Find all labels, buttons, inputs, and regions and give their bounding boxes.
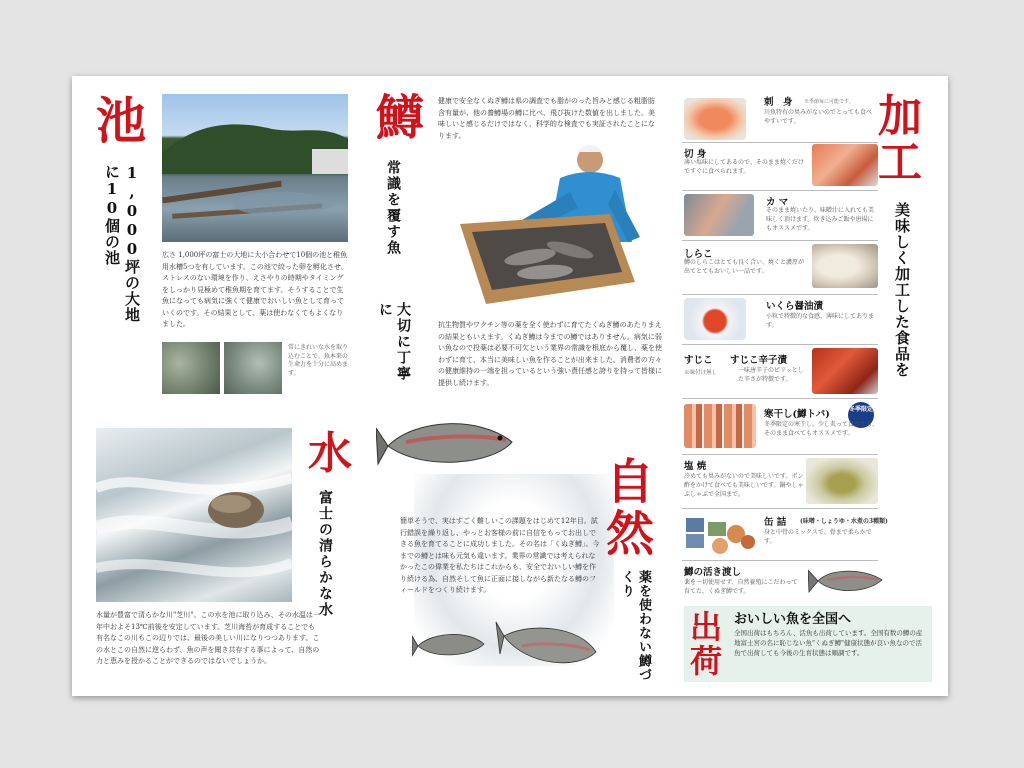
product-desc-ikiwatashi: 薬を一切使用せず、自然養殖にこだわって育てた、くぬぎ鱒です。 [684,579,798,595]
product-desc-sashimi: 川魚特有の臭みがないのでとっても食べやすいです。 [764,109,872,125]
shukka-headline: おいしい魚を全国へ [734,612,852,627]
seasonal-badge: 冬季限定 [848,402,874,428]
product-name-sujiko-karashi: すじこ辛子漬 [730,355,788,366]
water-photo-2 [224,342,282,394]
shizen-heading: 自然 [606,454,655,562]
river-photo [96,428,292,602]
shukka-body: 全国出荷はもちろん、活魚も出荷しています。全国有数の鱒の産地富士宮の名に恥じない魚"くぬぎ鱒"健康状態が良い魚なので活魚で出荷しても今後の生育状態は順調です。 [734,629,923,657]
masu-subtitle-1: 常識を覆す魚 [385,160,401,256]
product-note-sashimi: ※季節毎に可能です。 [804,99,854,105]
ike-caption: 常にきれいな水を取り込むことで、魚本来の生命力を十分に高めます。 [288,344,349,377]
kako-heading: 加工 [878,91,922,188]
product-desc-kama: そのまま焼いたり、味噌汁に入れても美味しく頂けます。炊き込みご飯や唐揚にもオススメです。 [766,207,875,232]
mizu-subtitle: 富士の清らかな水 [317,490,333,618]
mizu-heading: 水 [308,428,352,479]
shukka-heading: 出荷 [690,608,723,680]
product-divider [682,560,878,561]
product-desc-ikura: 小粒で特徴的な食感、薄味にしてあります。 [766,313,875,329]
kirimi-photo [812,144,878,186]
product-desc-shioyaki: 冷めても臭みがないので美味しいです。ポン酢をかけて食べても美味しいです。鍋やしゃぶしゃぶで全国まで。 [684,473,804,498]
product-detail-kanzume: (味噌・しょうゆ・水煮の3種類) [800,518,888,525]
product-name-shioyaki: 塩 焼 [684,461,707,472]
water-photo-1 [162,342,220,394]
product-name-kanzume: 缶 詰 [764,517,787,528]
product-desc-sujiko-karashi: 一味唐辛子のピリッとした辛さが特徴です。 [738,367,804,383]
shizen-body: 簡単そうで、実はすごく難しいこの課題をはじめて12年目。試行錯誤を繰り返し、やっとお客様の前に自信をもってお出しできる魚を育てることに成功しました。その名は「くぬぎ鱒」。今までの鱒とは味も元気も違います。業界の常識では考えられなかったこの偉業を私たちはこれからも、安全でおいしい鱒を作り続ける為、自然そして魚に正面に接しながら新たなる鱒のフィールドをつくり続けます。 [400,517,600,594]
brochure-spread [72,76,948,696]
pond-photo [162,94,348,242]
product-name-sashimi: 刺 身 [764,97,793,108]
sashimi-photo [684,98,746,140]
shizen-subtitle: 薬を使わない鱒づくり [619,570,651,682]
ikura-photo [684,298,746,340]
product-name-sujiko: すじこ [684,355,713,366]
kako-subtitle: 美味しく加工した食品を [893,202,911,378]
product-name-ikiwatashi: 鱒の活き渡し [684,567,742,578]
product-name-ikura: いくら醤油漬 [766,301,824,312]
product-desc-kanzume: 身と中骨のミックスで、骨まで柔らかです。 [764,529,872,545]
ike-subtitle: 1,000坪の大地に10個の池 [103,164,141,323]
shukka-box [684,606,932,682]
live-trout-illustration [808,564,886,598]
product-divider [682,344,878,345]
product-name-kanboshi: 寒干し(鱒トバ) [764,409,830,420]
swimming-trout-illustration [412,616,602,686]
shirako-photo [812,244,878,288]
masu-intro: 健康で安全なくぬぎ鱒は県の調査でも脂がのった旨みと感じる粗脂肪含有量が、他の養鱒場の鱒に比べ、飛び抜けた数値を出しました。美味しいと感じるだけではなく、科学的な検査でも実証されたことになります。 [438,97,655,140]
kanzume-photo [684,512,756,558]
product-name-kama: カ マ [766,197,789,208]
kanboshi-photo [684,404,756,448]
fisherman-photo [450,132,648,310]
product-desc-kanboshi: 冬季限定の寒干し。少し炙って食べても、そのまま食べてもオススメです。 [764,421,879,437]
masu-subtitle-2: 大切に丁寧に [377,302,411,382]
product-divider [682,240,878,241]
product-desc-shirako: 鱒のしらこはとても良く合い、焼くと濃厚が出てとてもおいしい一品です。 [684,259,805,275]
product-desc-kirimi: 薄い塩味にしてあるので、そのまま焼くだけですぐに食べられます。 [684,159,804,175]
product-note-sujiko: ※味付け無し [684,370,718,376]
kama-photo [684,194,754,236]
ike-body: 広さ 1,000坪の富士の大地に大小合わせて10個の池と稚魚用水槽5つを有しています。この池で絞った卵を孵化させ、ストレスのない環境を作り、えさやりの時期やタイミングをしっかり見極めて稚魚期を育てます。そうすることで生魚になっても病気に強くて健康でおいしい魚として育っていくのです。その結果として、薬は使わなくてもよくなりました。 [162,251,348,328]
sujiko-photo [812,348,878,394]
product-divider [682,398,878,399]
masu-body: 抗生物質やワクチン等の薬を全く使わずに育てたくぬぎ鱒のあたりまえの結果ともいえます。くぬぎ鱒は今までの鱒ではありません。病気に弱い魚なので投薬は必要不可欠という業界の常識を根底から覆し、薬を使わずに育て、本当に美味しい魚を作ることが出来ました。消費者の方々の健康維持の一端を担っているという強い責任感と誇りを持って皆様に提供し続けます。 [438,321,662,387]
ike-heading: 池 [96,91,146,150]
mizu-body: 水量が豊富で清らかな川"芝川"。この水を池に取り込み、その水温は一年中およそ13℃前後を安定しています。芝川海苔が育成することでも有名なこの川もこの辺りでは、最後の美しい川になりつつあります。この水とこの自然に逆らわず、魚の声を聞き共存する事によって、自然の力と恵みを授かることができるのではないでしょうか。 [96,611,320,665]
product-divider [682,190,878,191]
product-divider [682,142,878,143]
product-name-kirimi: 切 身 [684,149,707,160]
product-divider [682,508,878,509]
product-divider [682,454,878,455]
masu-heading: 鱒 [376,90,425,146]
trout-illustration [376,406,526,484]
shioyaki-photo [806,458,878,504]
product-name-shirako: しらこ [684,249,713,260]
product-divider [682,294,878,295]
